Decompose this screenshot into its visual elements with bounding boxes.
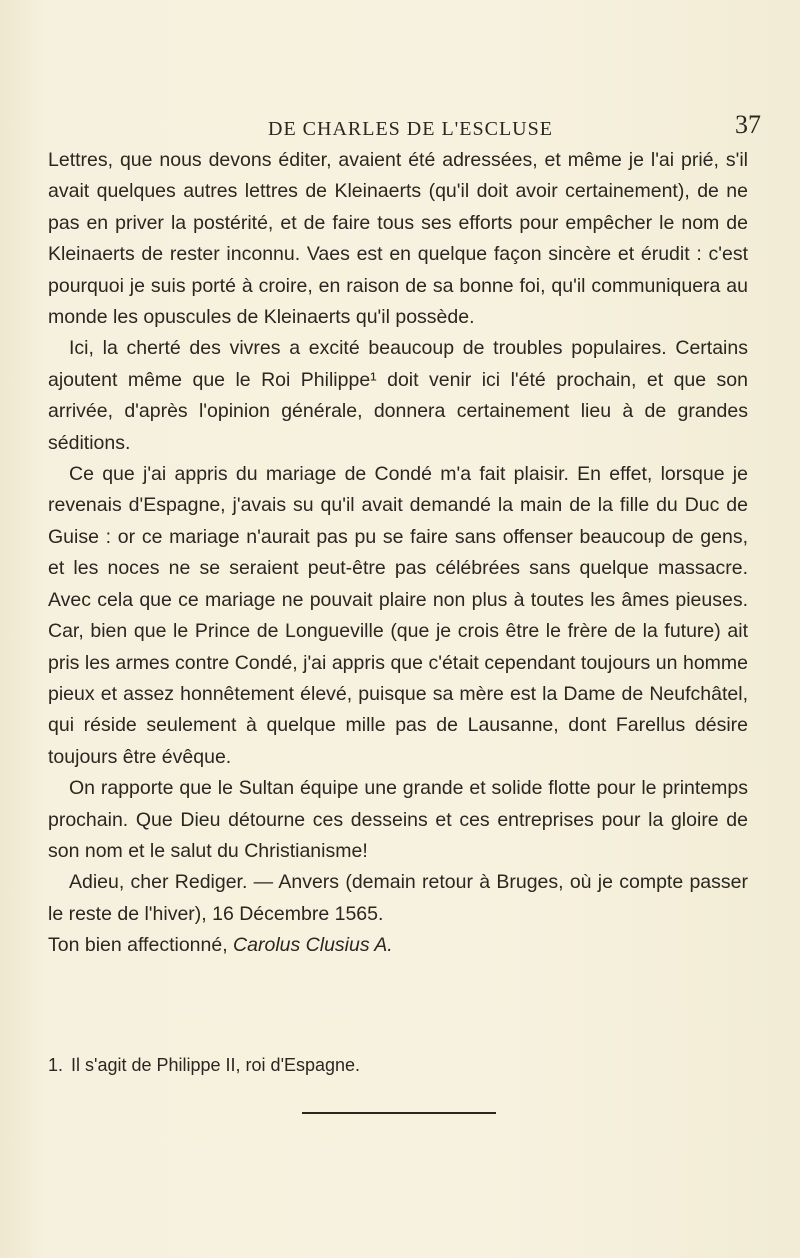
paragraph: On rapporte que le Sultan équipe une grande et solide flotte pour le printemps prochain. Que Dieu détourne ces desseins et ces entreprises pour la gloire de son nom et le salut du Christianisme! xyxy=(48,777,748,862)
signature-name: Carolus Clusius A. xyxy=(233,934,393,957)
paragraph: Ici, la cherté des vivres a excité beaucoup de troubles populaires. Certains ajoutent même que le Roi Philippe¹ doit venir ici l'été prochain, et que son arrivée, d'après l'opinion générale, donnera certainement lieu à de grandes séditions. xyxy=(48,337,748,454)
footnote-rule xyxy=(302,1112,496,1114)
signature-prefix: Ton bien affectionné, xyxy=(48,934,228,957)
footnote xyxy=(48,1055,748,1076)
footnote-marker: 1. xyxy=(48,1055,64,1075)
running-title: DE CHARLES DE L'ESCLUSE xyxy=(268,118,553,140)
page-number: 37 xyxy=(735,110,761,139)
footnote-text: Il s'agit de Philippe II, roi d'Espagne. xyxy=(71,1055,361,1075)
paragraph: Ce que j'ai appris du mariage de Condé m'a fait plaisir. En effet, lorsque je revenais d'Espagne, j'avais su qu'il avait demandé la main de la fille du Duc de Guise : or ce mariage n'aurait pas pu se faire sans offenser beaucoup de gens, et les noces ne se seraient peut-être pas célébrées sans quelque massacre. Avec cela que ce mariage ne pouvait plaire non plus à toutes les âmes pieuses. Car, bien que le Prince de Longueville (que je crois être le frère de la future) ait pris les armes contre Condé, j'ai appris que c'était cependant toujours un homme pieux et assez honnêtement élevé, puisque sa mère est la Dame de Neufchâtel, qui réside seulement à quelque mille pas de Lausanne, dont Farellus désire toujours être évêque. xyxy=(48,463,748,768)
signature-line xyxy=(48,930,748,961)
paragraph: Lettres, que nous devons éditer, avaient été adressées, et même je l'ai prié, s'il avait quelques autres lettres de Kleinaerts (qu'il doit avoir certainement), de ne pas en priver la postérité, et de faire tous ses efforts pour empêcher le nom de Kleinaerts de rester inconnu. Vaes est en quelque façon sincère et érudit : c'est pourquoi je suis porté à croire, en raison de sa bonne foi, qu'il communiquera au monde les opuscules de Kleinaerts qu'il possède. xyxy=(48,149,748,329)
letter-body xyxy=(48,145,748,962)
paragraph: Adieu, cher Rediger. — Anvers (demain retour à Bruges, où je compte passer le reste de l'hiver), 16 Décembre 1565. xyxy=(48,871,748,925)
